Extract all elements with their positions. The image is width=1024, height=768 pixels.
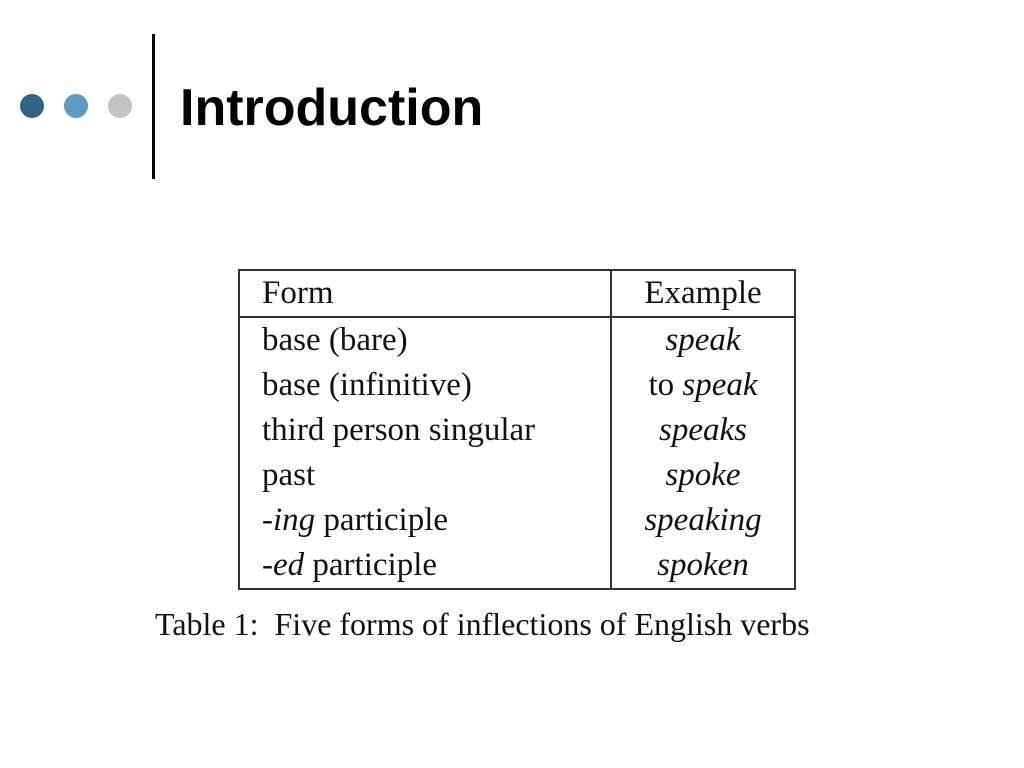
example-cell [611,543,795,589]
example-italic: spoke [665,457,741,493]
example-italic: spoken [657,547,749,583]
dot-icon [64,94,88,118]
example-cell [611,317,795,363]
example-cell [611,498,795,543]
form-text: base (infinitive) [262,367,472,403]
table-row [239,408,795,453]
form-italic: ing [273,502,316,538]
form-cell [239,453,611,498]
form-prefix: - [262,502,273,538]
form-italic: ed [273,547,305,583]
form-text: third person singular [262,412,536,448]
example-italic: speak [682,367,758,403]
inflection-table [238,269,796,590]
example-italic: speaks [659,412,747,448]
title-divider [152,34,155,179]
slide-title: Introduction [180,79,484,137]
form-text: participle [315,502,449,538]
form-text: participle [304,547,438,583]
example-cell [611,453,795,498]
table-row [239,543,795,589]
form-text: base (bare) [262,322,408,358]
form-cell [239,317,611,363]
example-italic: speak [665,322,741,358]
column-header-form: Form [239,270,611,317]
form-cell [239,498,611,543]
form-text: past [262,457,316,493]
table-caption: Table 1: Five forms of inflections of English verbs [155,606,810,642]
table-row [239,498,795,543]
example-plain: to [648,367,683,403]
example-cell [611,363,795,408]
form-cell [239,543,611,589]
table-header-row [239,270,795,317]
table-row [239,363,795,408]
column-header-example: Example [611,270,795,317]
dot-icon [108,94,132,118]
form-cell [239,408,611,453]
form-cell [239,363,611,408]
form-prefix: - [262,547,273,583]
example-cell [611,408,795,453]
table-row [239,453,795,498]
dot-icon [20,94,44,118]
example-italic: speaking [644,502,762,538]
table-row [239,317,795,363]
